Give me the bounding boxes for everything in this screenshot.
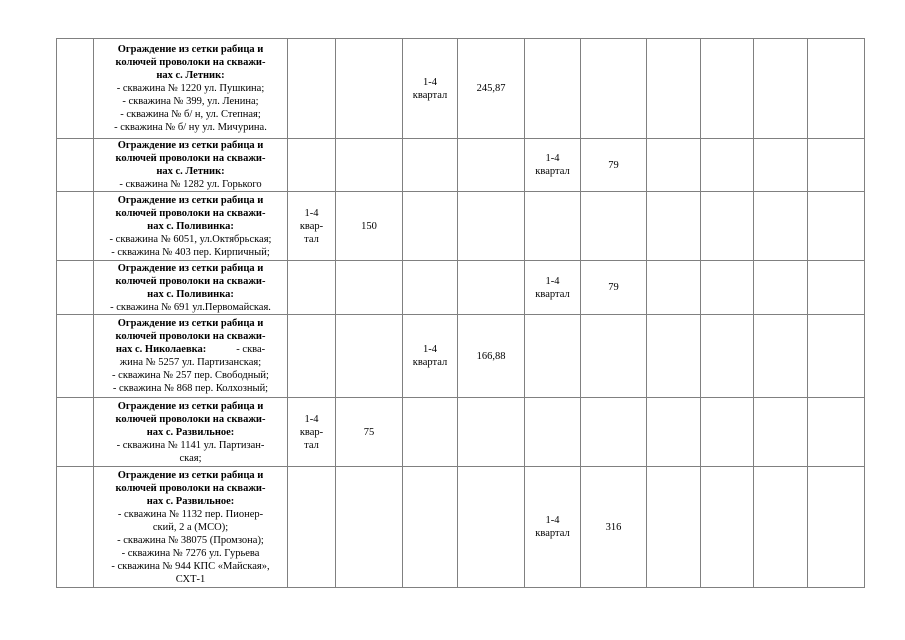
value-cell (647, 467, 701, 588)
work-title: Ограждение из сетки рабица и колючей проволоки на скважи- нах с. Николаевка: (115, 318, 266, 355)
value-cell (288, 467, 336, 588)
work-description-cell (94, 39, 288, 139)
table-row (57, 39, 865, 139)
value-cell (288, 315, 336, 398)
value-cell (288, 192, 336, 261)
works-table (56, 38, 865, 588)
work-title: Ограждение из сетки рабица и колючей проволоки на скважи- нах с. Развильное: (115, 469, 266, 507)
work-description-cell (94, 261, 288, 315)
cell-text: 1-4 квар- тал (299, 413, 324, 451)
work-title: Ограждение из сетки рабица и колючей проволоки на скважи- нах с. Летник: (115, 140, 266, 177)
cell-text: 1-4 квар- тал (299, 207, 324, 245)
row-number-cell (57, 467, 94, 588)
table-row (57, 467, 865, 588)
value-cell (403, 467, 458, 588)
value-cell (458, 315, 525, 398)
value-cell (336, 139, 403, 192)
value-cell (647, 261, 701, 315)
value-cell (647, 315, 701, 398)
value-cell (525, 261, 581, 315)
value-cell (525, 139, 581, 192)
well-list-item: - скважина № 403 пер. Кирпичный; (111, 246, 270, 258)
cell-text: 1-4 квартал (535, 275, 570, 300)
well-list-item: - скважина № б/ ну ул. Мичурина. (114, 122, 267, 133)
table-row (57, 315, 865, 398)
value-cell (403, 261, 458, 315)
row-number-cell (57, 139, 94, 192)
value-cell (701, 261, 754, 315)
value-cell (403, 192, 458, 261)
value-cell (458, 398, 525, 467)
value-cell (647, 398, 701, 467)
value-cell (403, 139, 458, 192)
value-cell (525, 315, 581, 398)
value-cell (288, 139, 336, 192)
well-list-item: - скважина № 257 пер. Свободный; (112, 370, 269, 381)
work-title: Ограждение из сетки рабица и колючей проволоки на скважи- нах с. Развильное: (115, 400, 266, 438)
value-cell (754, 315, 808, 398)
row-number-cell (57, 192, 94, 261)
cell-text: 1-4 квартал (535, 153, 570, 177)
value-cell (403, 398, 458, 467)
table-row (57, 261, 865, 315)
value-cell (701, 315, 754, 398)
row-number-cell (57, 398, 94, 467)
work-description-cell (94, 467, 288, 588)
value-cell (288, 39, 336, 139)
value-cell (336, 261, 403, 315)
value-cell (458, 192, 525, 261)
value-cell (581, 139, 647, 192)
well-list-item: - скважина № 7276 ул. Гурьева (121, 547, 260, 559)
cell-text: 166,88 (476, 350, 506, 362)
value-cell (647, 192, 701, 261)
table-row (57, 192, 865, 261)
value-cell (754, 467, 808, 588)
value-cell (754, 192, 808, 261)
value-cell (336, 398, 403, 467)
value-cell (808, 39, 865, 139)
value-cell (288, 261, 336, 315)
cell-text: 75 (363, 426, 375, 438)
value-cell (701, 398, 754, 467)
value-cell (701, 467, 754, 588)
well-list-item: жина № 5257 ул. Партизанская; (119, 357, 262, 368)
value-cell (458, 139, 525, 192)
value-cell (754, 139, 808, 192)
value-cell (754, 261, 808, 315)
well-list-item: - скважина № 1132 пер. Пионер- ский, 2 а (МСО); (117, 508, 264, 533)
value-cell (581, 467, 647, 588)
well-list-item: - скважина № 6051, ул.Октябрьская; (109, 233, 272, 245)
value-cell (808, 398, 865, 467)
well-list-item: - скважина № 868 пер. Колхозный; (112, 383, 269, 394)
value-cell (336, 315, 403, 398)
work-description-cell (94, 192, 288, 261)
cell-text: 79 (608, 159, 619, 171)
well-list-item: - скважина № 1282 ул. Горького (119, 179, 262, 190)
value-cell (808, 315, 865, 398)
value-cell (701, 139, 754, 192)
table-body (57, 39, 865, 588)
value-cell (754, 398, 808, 467)
value-cell (581, 39, 647, 139)
cell-text: 1-4 квартал (535, 515, 570, 539)
cell-text: 1-4 квартал (412, 344, 448, 368)
cell-text: 150 (361, 220, 377, 232)
work-title-tail: - сква- (236, 344, 266, 355)
value-cell (754, 39, 808, 139)
well-list-item: - скважина № 399, ул. Ленина; (122, 96, 259, 107)
well-list-item: - скважина № 1141 ул. Партизан- ская; (116, 439, 265, 464)
value-cell (581, 192, 647, 261)
value-cell (808, 261, 865, 315)
value-cell (808, 139, 865, 192)
well-list-item: - скважина № 38075 (Промзона); (117, 534, 264, 546)
value-cell (336, 192, 403, 261)
work-description-cell (94, 139, 288, 192)
value-cell (458, 261, 525, 315)
value-cell (336, 39, 403, 139)
value-cell (701, 39, 754, 139)
value-cell (458, 467, 525, 588)
value-cell (701, 192, 754, 261)
well-list-item: - скважина № б/ н, ул. Степная; (120, 109, 261, 120)
value-cell (525, 398, 581, 467)
value-cell (458, 39, 525, 139)
table-row (57, 398, 865, 467)
value-cell (403, 315, 458, 398)
table-row (57, 139, 865, 192)
cell-text: 1-4 квартал (412, 76, 448, 101)
value-cell (647, 139, 701, 192)
cell-text: 316 (605, 521, 622, 533)
well-list-item: - скважина № 691 ул.Первомайская. (110, 301, 271, 313)
value-cell (336, 467, 403, 588)
well-list-item: - скважина № 1220 ул. Пушкина; (116, 83, 265, 94)
work-description-cell (94, 315, 288, 398)
row-number-cell (57, 315, 94, 398)
value-cell (403, 39, 458, 139)
value-cell (647, 39, 701, 139)
cell-text: 79 (608, 282, 619, 293)
cell-text: 245,87 (476, 83, 506, 94)
value-cell (581, 315, 647, 398)
work-title: Ограждение из сетки рабица и колючей проволоки на скважи- нах с. Поливинка: (115, 262, 266, 300)
work-title: Ограждение из сетки рабица и колючей проволоки на скважи- нах с. Поливинка: (115, 194, 266, 232)
well-list-item: - скважина № 944 КПС «Майская», СХТ-1 (111, 560, 270, 585)
value-cell (581, 261, 647, 315)
work-description-cell (94, 398, 288, 467)
value-cell (581, 398, 647, 467)
value-cell (525, 39, 581, 139)
value-cell (808, 467, 865, 588)
row-number-cell (57, 39, 94, 139)
value-cell (808, 192, 865, 261)
value-cell (525, 192, 581, 261)
value-cell (525, 467, 581, 588)
work-title: Ограждение из сетки рабица и колючей проволоки на скважи- нах с. Летник: (115, 44, 266, 81)
value-cell (288, 398, 336, 467)
row-number-cell (57, 261, 94, 315)
